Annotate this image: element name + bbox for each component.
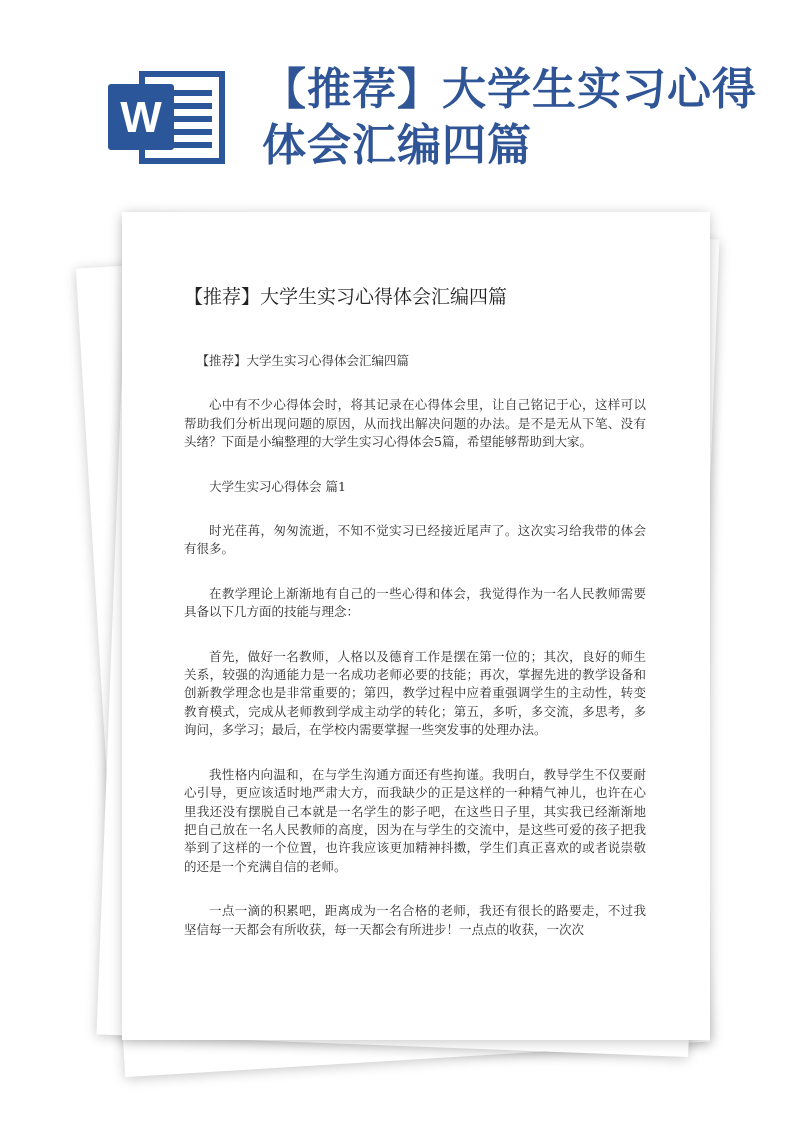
paragraph: 时光荏苒，匆匆流逝，不知不觉实习已经接近尾声了。这次实习给我带的体会有很多。 (184, 523, 646, 557)
paragraph: 首先，做好一名教师，人格以及德育工作是摆在第一位的；其次，良好的师生关系，较强的沟通能力是一名成功老师必要的技能；再次，掌握先进的教学设备和创新教学理念也是非常重要的；第四，教学过程中应着重强调学生的主动性，转变教育模式，完成从老师教到学成主动学的转化；第五，多听，多交流，多思考，多询问，多学习；最后，在学校内需要掌握一些突发事的处理办法。 (184, 648, 646, 738)
page-headline: 【推荐】大学生实习心得体会汇编四篇 (262, 64, 757, 171)
document-page (122, 212, 710, 1040)
word-document-icon (108, 70, 228, 165)
section-heading: 大学生实习心得体会 篇1 (209, 478, 346, 494)
paragraph: 我性格内向温和，在与学生沟通方面还有些拘谨。我明白，教导学生不仅要耐心引导，更应该适时地严肃大方，而我缺少的正是这样的一种精气神儿，也许在心里我还没有摆脱自己本就是一名学生的影子吧，在这些日子里，其实我已经渐渐地把自己放在一名人民教师的高度，因为在与学生的交流中，是这些可爱的孩子把我举到了这样的一个位置，也许我应该更加精神抖擞，学生们真正喜欢的或者说崇敬的还是一个充满自信的老师。 (184, 766, 646, 874)
document-title: 【推荐】大学生实习心得体会汇编四篇 (184, 286, 508, 308)
word-logo-letter: W (120, 93, 162, 142)
document-body (184, 352, 646, 965)
paragraph: 心中有不少心得体会时，将其记录在心得体会里，让自己铭记于心，这样可以帮助我们分析出现问题的原因，从而找出解决问题的办法。是不是无从下笔、没有头绪？下面是小编整理的大学生实习心得体会5篇，希望能够帮助到大家。 (184, 397, 646, 450)
paragraph: 一点一滴的积累吧，距离成为一名合格的老师，我还有很长的路要走，不过我坚信每一天都会有所收获，每一天都会有所进步！一点点的收获，一次次 (184, 903, 646, 937)
document-subtitle: 【推荐】大学生实习心得体会汇编四篇 (196, 353, 410, 368)
paragraph: 在教学理论上渐渐地有自己的一些心得和体会，我觉得作为一名人民教师需要具备以下几方面的技能与理念： (184, 585, 646, 620)
